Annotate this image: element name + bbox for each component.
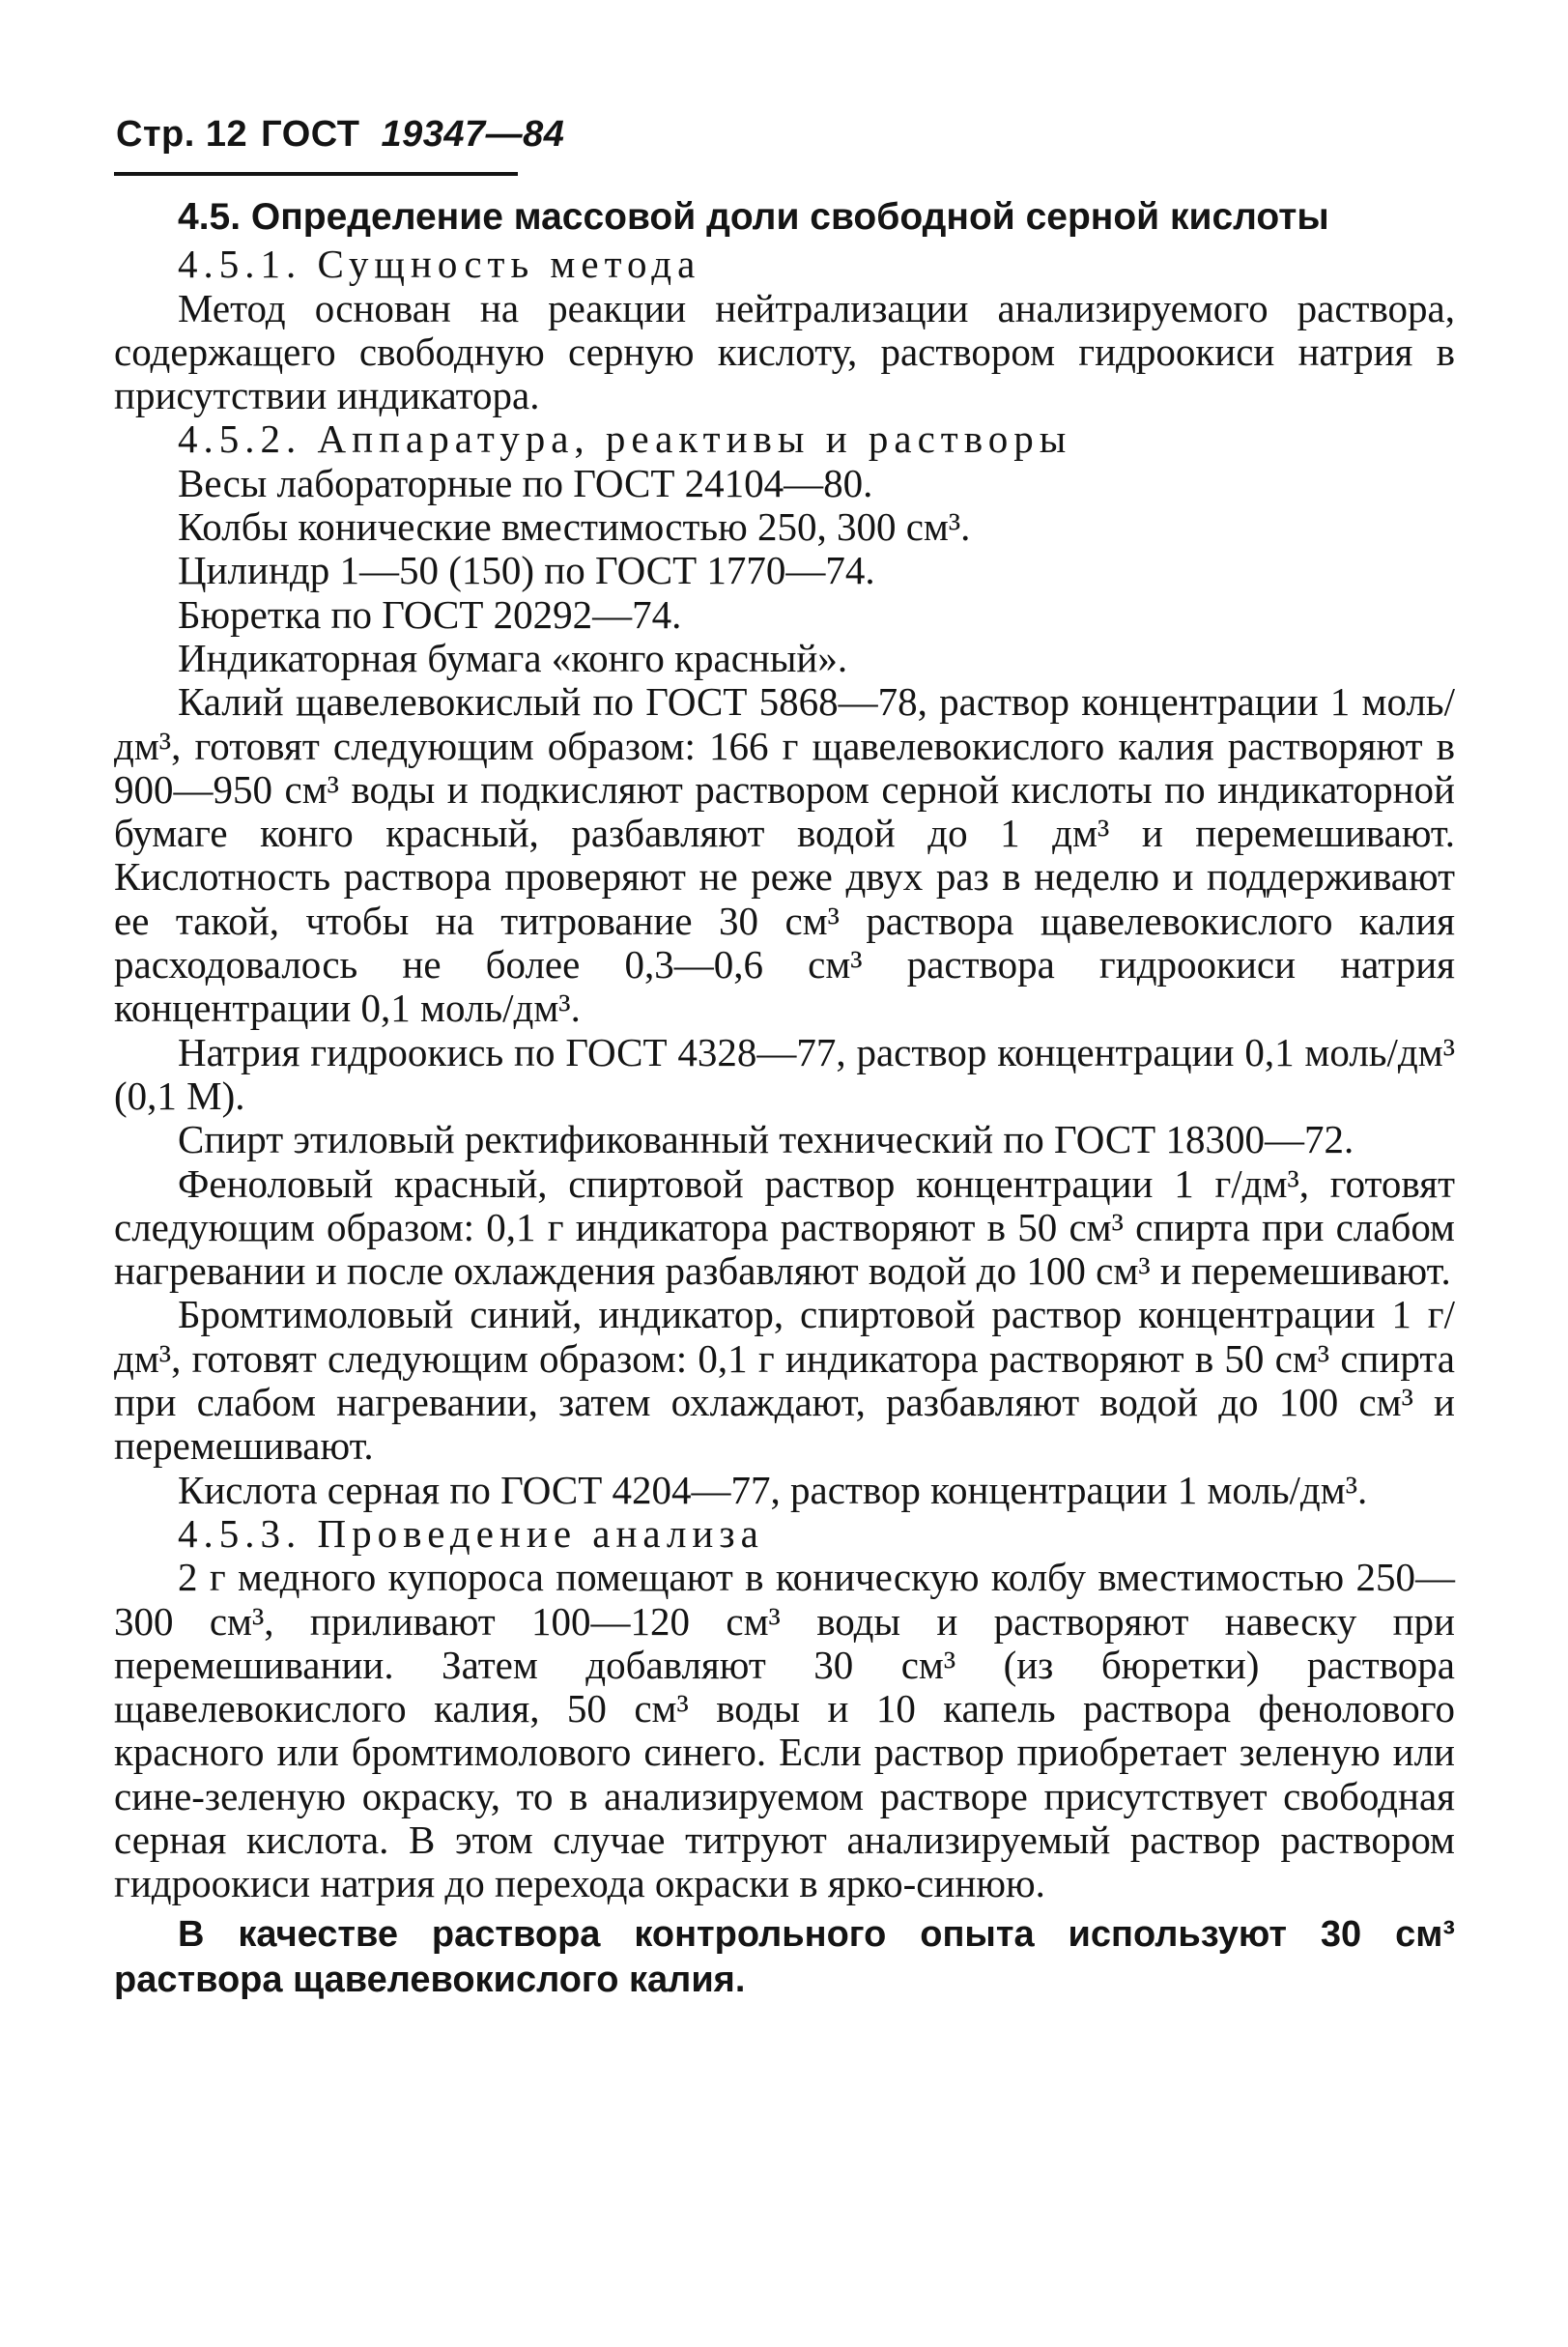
section-title: 4.5. Определение массовой доли свободной серной кислоты bbox=[178, 196, 1329, 238]
paragraph-potassium-oxalate: Калий щавелевокислый по ГОСТ 5868—78, раствор концентрации 1 моль/дм³, готовят следующим образом: 166 г щавелевокислого калия растворяют в 900—950 см³ воды и подкисляют раствором серной кислоты по индикаторной бумаге конго красный, разбавляют водой до 1 дм³ и перемешивают. Кислотность раствора проверяют не реже двух раз в неделю и поддерживают ее такой, чтобы на титрование 30 см³ раствора щавелевокислого калия расходовалось не более 0,3—0,6 см³ раствора гидроокиси натрия концентрации 0,1 моль/дм³. bbox=[114, 679, 1455, 1031]
item-indicator-paper: Индикаторная бумага «конго красный». bbox=[178, 635, 848, 680]
document-body bbox=[114, 186, 1455, 2003]
item-flasks: Колбы конические вместимостью 250, 300 см³. bbox=[178, 504, 971, 550]
paragraph-method: Метод основан на реакции нейтрализации анализируемого раствора, содержащего свободную серную кислоту, раствором гидроокиси натрия в присутствии индикатора. bbox=[114, 285, 1455, 418]
item-cylinder: Цилиндр 1—50 (150) по ГОСТ 1770—74. bbox=[178, 548, 875, 593]
item-burette: Бюретка по ГОСТ 20292—74. bbox=[178, 591, 682, 637]
header-rule bbox=[114, 172, 518, 176]
page-number: Стр. 12 bbox=[116, 114, 248, 155]
gost-label: ГОСТ bbox=[261, 114, 360, 155]
paragraph-bromthymol-blue: Бромтимоловый синий, индикатор, спиртовой раствор концентрации 1 г/дм³, готовят следующим образом: 0,1 г индикатора растворяют в 50 см³ спирта при слабом нагревании, затем охлаждают, разбавляют водой до 100 см³ и перемешивают. bbox=[114, 1292, 1455, 1469]
subsection-essence: 4.5.1. Сущность метода bbox=[178, 242, 701, 287]
page-header bbox=[116, 114, 564, 156]
paragraph-analysis: 2 г медного купороса помещают в коническую колбу вместимостью 250—300 см³, приливают 100—120 см³ воды и растворяют навеску при перемешивании. Затем добавляют 30 см³ (из бюретки) раствора щавелевокислого калия, 50 см³ воды и 10 капель раствора фенолового красного или бромтимолового синего. Если раствор приобретает зеленую или сине-зеленую окраску, то в анализируемом растворе присутствует свободная серная кислота. В этом случае титруют анализируемый раствор раствором гидроокиси натрия до перехода окраски в ярко-синюю. bbox=[114, 1555, 1455, 1906]
subsection-apparatus: 4.5.2. Аппаратура, реактивы и растворы bbox=[178, 416, 1072, 462]
subsection-analysis: 4.5.3. Проведение анализа bbox=[178, 1510, 764, 1556]
item-scales: Весы лабораторные по ГОСТ 24104—80. bbox=[178, 460, 873, 505]
paragraph-sodium-hydroxide: Натрия гидроокись по ГОСТ 4328—77, раствор концентрации 0,1 моль/дм³ (0,1 М). bbox=[114, 1029, 1455, 1118]
paragraph-control-experiment: В качестве раствора контрольного опыта используют 30 см³ раствора щавелевокислого калия. bbox=[114, 1913, 1455, 2000]
paragraph-phenol-red: Феноловый красный, спиртовой раствор концентрации 1 г/дм³, готовят следующим образом: 0,1 г индикатора растворяют в 50 см³ спирта при слабом нагревании и после охлаждения разбавляют водой до 100 см³ и перемешивают. bbox=[114, 1160, 1455, 1294]
paragraph-ethyl-spirit: Спирт этиловый ректификованный технический по ГОСТ 18300—72. bbox=[178, 1117, 1354, 1162]
gost-number: 19347—84 bbox=[381, 114, 565, 155]
paragraph-sulfuric-acid: Кислота серная по ГОСТ 4204—77, раствор концентрации 1 моль/дм³. bbox=[178, 1467, 1368, 1512]
